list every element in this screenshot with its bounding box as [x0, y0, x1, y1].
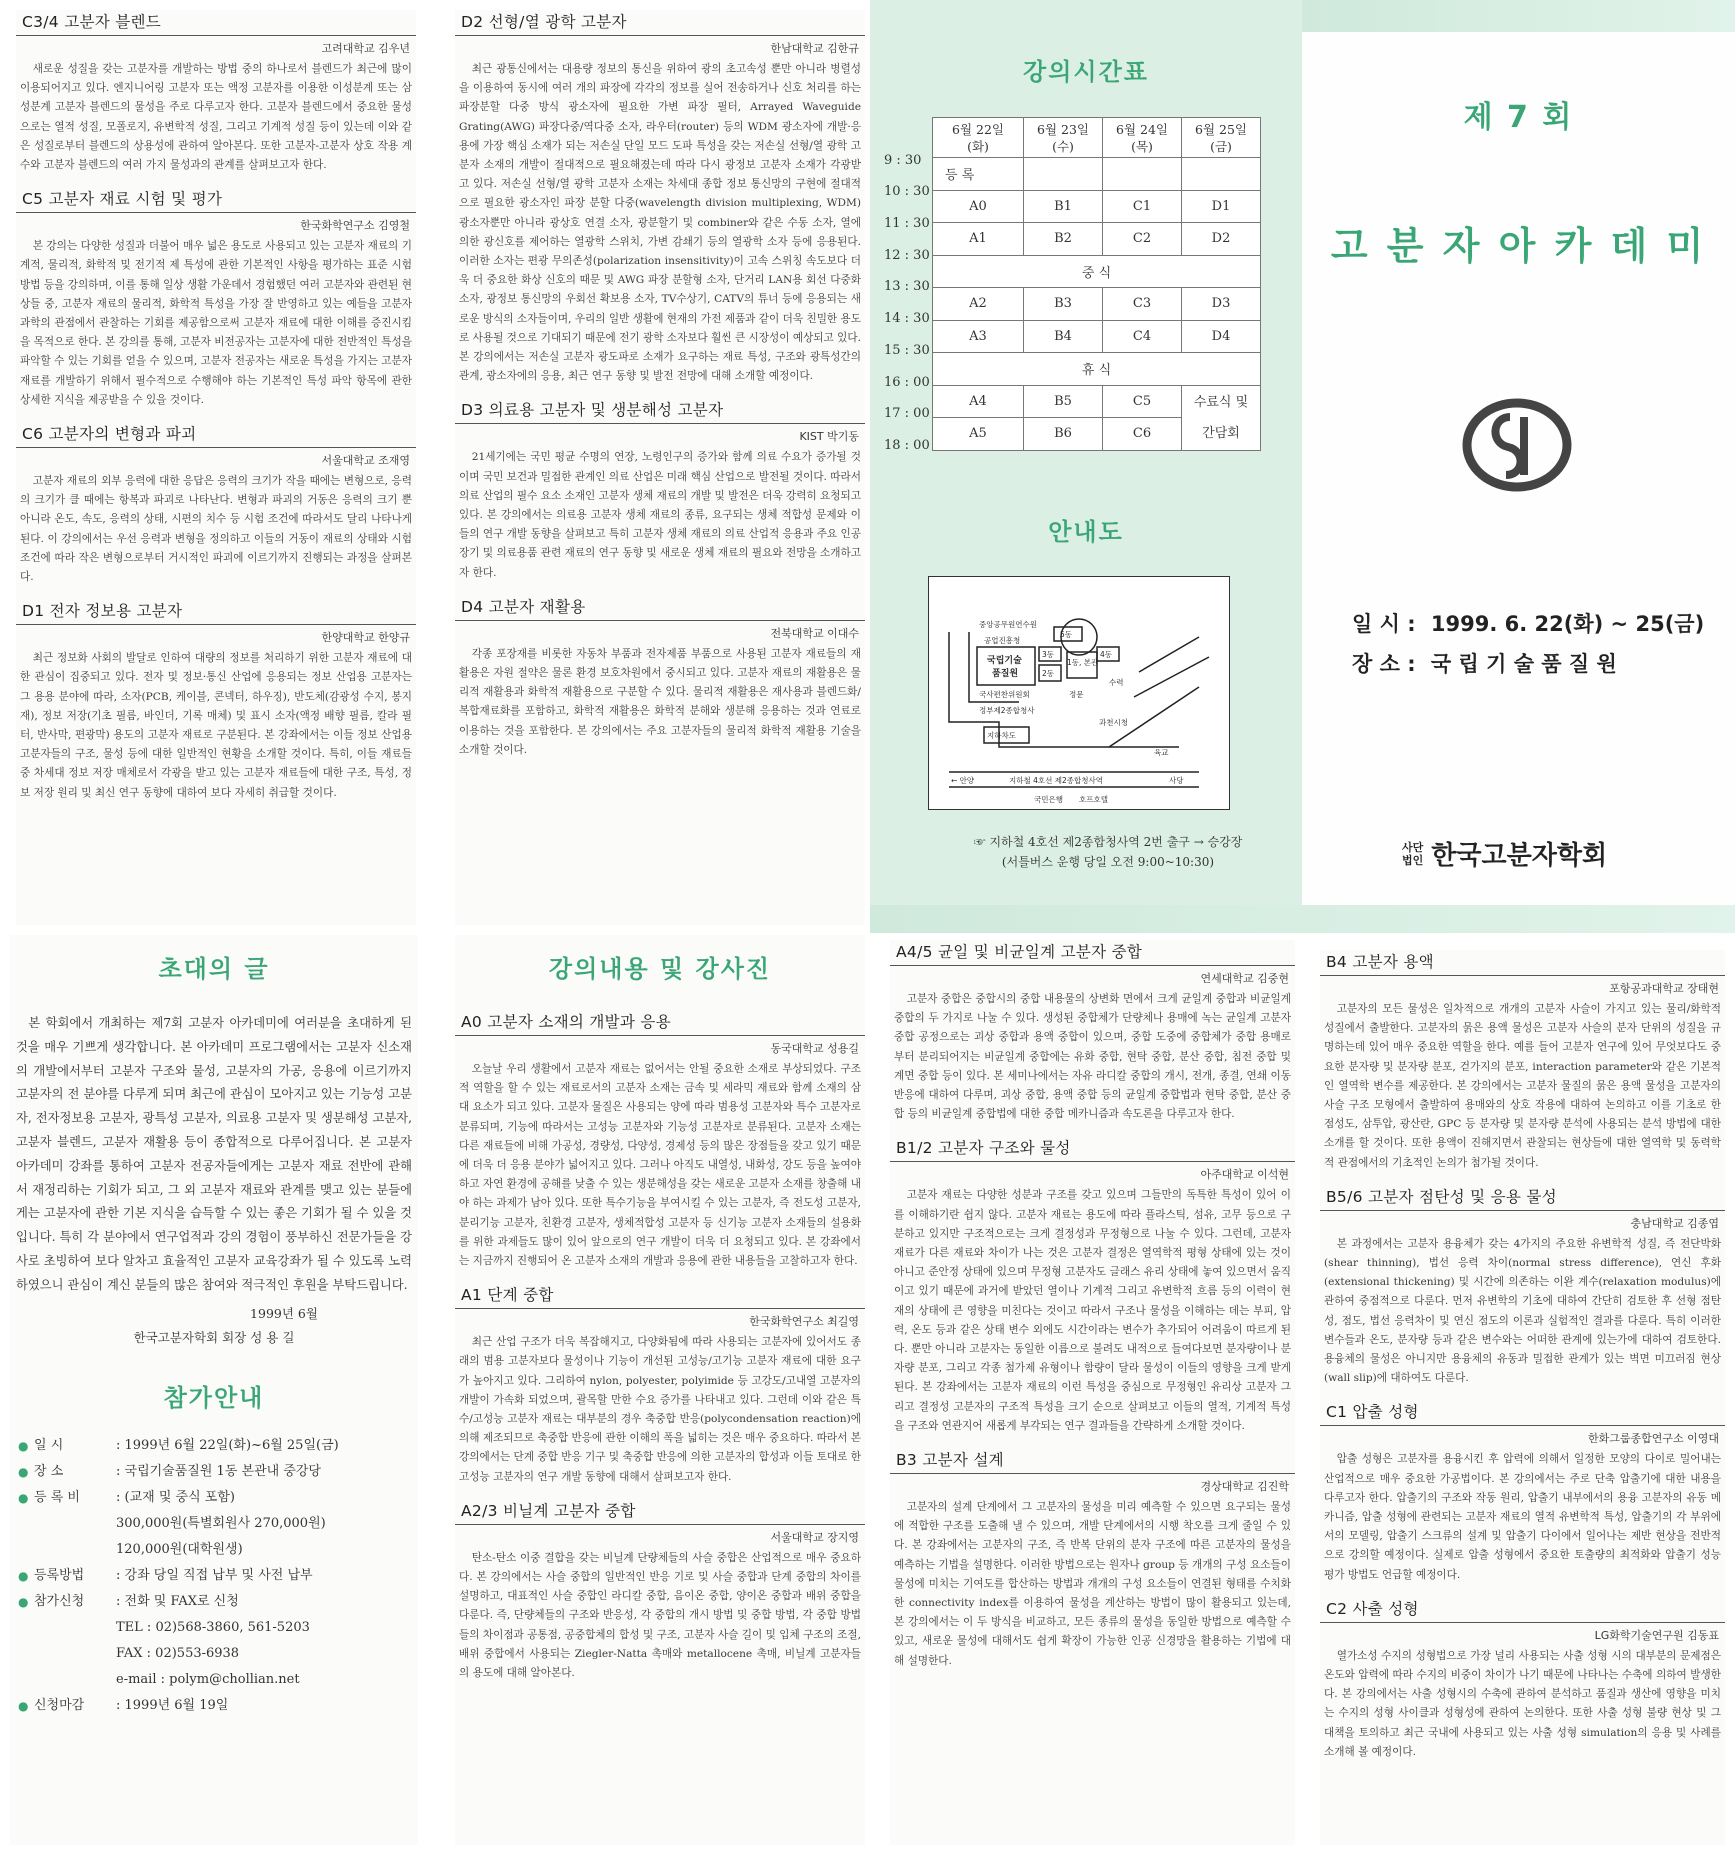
session-cell: C4: [1103, 320, 1182, 353]
section-title: D3 의료용 고분자 및 생분해성 고분자: [455, 398, 865, 424]
organizer: [1402, 835, 1607, 872]
map-label-bank: 국민은행: [1034, 795, 1063, 804]
bullet-icon: ●: [18, 1490, 29, 1505]
section-title: C6 고분자의 변형과 파괴: [16, 422, 416, 448]
section-body: 고분자 재료는 다양한 성분과 구조를 갖고 있으며 그들만의 독특한 특성이 있어 이를 이해하기란 쉽지 않다. 고분자 재료는 용도에 따라 플라스틱, 섬유, 고무 등으로 구분하고 있지만 구조적으로는 크게 결정성과 무정형으로 나눌 수 있다. 그런데, 고분자 재료가 다른 재료와 차이가 나는 것은 고분자 결정은 열역학적 평형 상태에 있는 것이 아니고 준안정 상태에 있으며 무정형 고분자도 글래스 유리 상태에 놓여 있으면서 움직이고 있기 때문에 과거에 받았던 열이나 기계적 그리고 유변학적 흐름 등의 이력이 현재의 상태에 큰 영향을 미친다는 것이고 따라서 구조나 물성을 이해하는 데는 부피, 압력, 온도 등과 같은 상태 변수 외에도 시간이라는 변수가 추가되어 어려움이 따르게 된다. 뿐만 아니라 고분자는 동일한 이름으로 불려도 내적으로 들여다보면 분자량이나 분자량 분포, 그리고 각종 첨가제 유형이나 함량이 달라 물성이 이들의 영향을 크게 받게 된다. 본 강좌에서는 고분자 재료의 이런 특성을 중심으로 무정형인 유리상 고분자 그리고 결정성 고분자의 구조적 특성을 크기 순으로 살펴보고 이들의 열적, 기계적 특성을 구조와 연관지어 새롭게 부각되는 연구 결과들을 간략하게 소개할 것이다.: [894, 1189, 1291, 1432]
map-label-station: 지하철 4호선 제2종합청사역: [1009, 776, 1104, 785]
invite-title: 초대의 글: [158, 955, 270, 983]
section-author: 한국화학연구소 김영철: [300, 219, 410, 233]
section-title: C5 고분자 재료 시험 및 평가: [16, 187, 416, 213]
map-label-water: 수력: [1109, 678, 1124, 687]
map-label-gov: 정부제2종합청사: [979, 706, 1035, 715]
map-note-line: (서틀버스 운행 당일 오전 9:00~10:30): [1001, 855, 1215, 869]
map-label-industry: 공업진흥청: [984, 636, 1021, 645]
session-cell: A3: [933, 320, 1024, 353]
info-row: ● 등 록 비 : (교재 및 중식 포함): [18, 1485, 418, 1511]
column-1: [16, 10, 416, 925]
info-row: ● 장 소 : 국립기술품질원 1동 본관내 중강당: [18, 1459, 418, 1485]
section-author: 경상대학교 김진학: [1200, 1480, 1289, 1494]
section-author: 서울대학교 조재영: [321, 454, 410, 468]
section-b3: [890, 1448, 1295, 1671]
time-label: 18 : 00: [884, 438, 930, 453]
session-cell: A0: [933, 190, 1024, 223]
section-title: B4 고분자 용액: [1320, 950, 1725, 976]
map-label-okgyo: 육교: [1154, 748, 1169, 757]
time-label: 15 : 30: [884, 343, 930, 358]
session-cell: C6: [1103, 418, 1182, 451]
invite-signature: 한국고분자학회 회장 성 용 길: [133, 1329, 295, 1345]
session-cell: D2: [1182, 223, 1261, 256]
section-author: LG화학기술연구원 김동표: [1594, 1628, 1719, 1642]
invite-body: 본 학회에서 개최하는 제7회 고분자 아카데미에 여러분을 초대하게 된 것을 매우 기쁘게 생각합니다. 본 아카데미 프로그램에서는 고분자 신소재의 개발에서부터 고분자 구조와 물성, 고분자의 가공, 응용에 이르기까지 고분자의 전 분야를 다루게 되며 최근에 관심이 모아지고 있는 기능성 고분자, 전자정보용 고분자, 광특성 고분자, 의료용 고분자 및 생분해성 고분자, 고분자 블렌드, 고분자 재활용 등이 종합적으로 다루어집니다. 본 고분자 아카데미 강좌를 통하여 고분자 전공자들에게는 고분자 재료 전반에 관해서 재정리하는 기회가 되고, 그 외 고분자 재료와 관계를 맺고 있는 분들에게는 고분자에 관한 기본 지식을 습득할 수 있는 좋은 기회가 될 수 있을 것입니다. 특히 각 분야에서 연구업적과 강의 경험이 풍부하신 전문가들을 강사로 초빙하여 보다 알차고 효율적인 고분자 교육강좌가 될 수 있도록 노력하였으니 관심이 계신 분들의 많은 참여와 적극적인 후원을 부탁드립니다.: [16, 1016, 412, 1292]
section-author: 연세대학교 김중현: [1200, 972, 1289, 985]
section-title: A0 고분자 소재의 개발과 응용: [455, 1010, 865, 1036]
bullet-icon: ●: [18, 1698, 29, 1713]
session-cell: A2: [933, 288, 1024, 321]
location-map: [928, 576, 1230, 810]
event-date-value: 1999. 6. 22(화) ~ 25(금): [1430, 612, 1705, 636]
info-row: ● 참가신청 : 전화 및 FAX로 신청: [18, 1589, 418, 1615]
column-6: [455, 935, 865, 1845]
section-author: 전북대학교 이대수: [770, 626, 859, 640]
section-author: 한양대학교 한양규: [321, 631, 410, 645]
section-title: D2 선형/열 광학 고분자: [455, 10, 865, 36]
section-d3: [455, 398, 865, 582]
info-row: ● 일 시 : 1999년 6월 22일(화)~6월 25일(금): [18, 1433, 418, 1459]
section-author: 포항공과대학교 장태현: [1609, 982, 1719, 995]
time-label: 14 : 30: [884, 311, 930, 326]
section-title: A1 단계 중합: [455, 1283, 865, 1309]
contact-tel: TEL : 02)568-3860, 561-5203: [116, 1619, 310, 1635]
map-label-kats: 품질원: [992, 669, 1019, 679]
session-cell: C5: [1103, 385, 1182, 418]
time-label: 13 : 30: [884, 279, 930, 294]
section-body: 압출 성형은 고분자를 용융시킨 후 압력에 의해서 일정한 모양의 다이로 밀어내는 산업적으로 매우 중요한 가공법이다. 본 강의에서는 주로 단축 압출기에 대한 내용을 다루고자 한다. 압출기의 구조와 작동 원리, 압출기 내부에서의 용융 고분자의 유동 메카니즘, 압출 성형에 관련되는 고분자 재료의 열적 유변학적 특성, 압출기의 각 부위에서의 모델링, 압출기 스크류의 설계 및 압출기 다이에서 일어나는 제반 현상을 전반적으로 강의할 예정이다. 실제로 압출 성형에서 중요한 토출량의 최적화와 압출기 성능 평가 방법도 언급할 예정이다.: [1324, 1453, 1721, 1581]
section-body: 오늘날 우리 생활에서 고분자 재료는 없어서는 안될 중요한 소재로 부상되었다. 구조적 역할을 할 수 있는 재료로서의 고분자 소재는 금속 및 세라믹 재료와 함께 소재의 삼대 요소가 되고 있다. 고분자 물질은 사용되는 양에 따라 범용성 고분자와 특수 고분자로 분류되며, 기능에 따라서는 고성능 고분자와 기능성 고분자로 분류된다. 고분자 소재는 다른 재료들에 비해 가공성, 경량성, 다양성, 경제성 등의 많은 장점들을 갖고 있기 때문에 더욱 더 응용 분야가 넓어지고 있다. 그러나 아직도 내열성, 내화성, 강도 등을 높여야 하고 자연 환경에 공해를 낮출 수 있는 생분해성을 갖는 새로운 고분자 소재를 창출해 내야 하는 과제가 남아 있다. 또한 특수기능을 부여시킬 수 있는 고분자, 즉 전도성 고분자, 분리기능 고분자, 친환경 고분자, 생체적합성 고분자 등 신기능 고분자 소재들의 설용화를 위한 과제들도 많이 있어 앞으로의 연구 개발이 더욱 더 요청되고 있다. 본 강좌에서는 지금까지 진행되어 온 고분자 소재의 개발과 응용에 관한 내용들을 고찰하고자 한다.: [459, 1063, 861, 1268]
section-title: A2/3 비닐계 고분자 중합: [455, 1499, 865, 1525]
fee-line: 300,000원(특별회원사 270,000원): [116, 1515, 326, 1531]
bullet-icon: ●: [18, 1438, 29, 1453]
timetable-row: [933, 385, 1261, 418]
bullet-icon: ●: [18, 1568, 29, 1583]
day-header: 6월 22일 (화): [933, 118, 1024, 158]
map-drawing: [929, 577, 1229, 809]
organizer-name: 한국고분자학회: [1431, 841, 1608, 871]
map-label-subway: 지하차도: [987, 731, 1016, 740]
timetable-row: [933, 223, 1261, 256]
section-d4: [455, 595, 865, 760]
time-label: 12 : 30: [884, 248, 930, 263]
session-cell: C1: [1103, 190, 1182, 223]
section-title: C3/4 고분자 블렌드: [16, 10, 416, 36]
section-title: A4/5 균일 및 비균일계 고분자 중합: [890, 940, 1295, 966]
day-header: 6월 25일 (금): [1182, 118, 1261, 158]
map-label-anyang: ← 안양: [951, 776, 975, 785]
section-author: 한국화학연구소 최길영: [749, 1315, 859, 1329]
session-cell: A1: [933, 223, 1024, 256]
academy-title: 고 분 자 아 카 데 미: [1330, 224, 1707, 268]
session-cell: B5: [1024, 385, 1103, 418]
session-cell: B1: [1024, 190, 1103, 223]
session-cell: B6: [1024, 418, 1103, 451]
timetable-row: [933, 320, 1261, 353]
day-header: 6월 24일 (목): [1103, 118, 1182, 158]
day-header: 6월 23일 (수): [1024, 118, 1103, 158]
section-c2: [1320, 1597, 1725, 1762]
column-5: [10, 935, 418, 1845]
section-body: 열가소성 수지의 성형법으로 가장 널리 사용되는 사출 성형 시의 대부분의 문제점은 온도와 압력에 따라 수지의 비중이 차이가 나기 때문에 나타나는 수축에 의하여 발생한다. 본 강의에서는 사출 성형시의 수축에 관하여 분석하고 품질과 생산에 영향을 미치는 수지의 성형 사이클과 성형성에 관하여 논의한다. 또한 사출 성형 불량 현상 및 그 대책을 토의하고 최근 국내에 사용되고 있는 사출 성형 simulation의 응용 및 사례를 소개해 볼 예정이다.: [1324, 1649, 1721, 1758]
timetable-header-row: [933, 118, 1261, 158]
map-label-b3: 3동: [1042, 650, 1055, 659]
map-label-hotel: 호프호텔: [1079, 795, 1108, 804]
session-cell: B4: [1024, 320, 1103, 353]
section-title: B3 고분자 설계: [890, 1448, 1295, 1474]
section-a2-3: [455, 1499, 865, 1683]
section-b4: [1320, 950, 1725, 1173]
bottom-top-strip: [870, 905, 1735, 933]
time-label: 10 : 30: [884, 184, 930, 199]
session-cell: D4: [1182, 320, 1261, 353]
time-label: 9 : 30: [884, 153, 922, 168]
society-logo: [1462, 395, 1572, 495]
timetable: [932, 117, 1261, 451]
column-8: [1320, 950, 1725, 1845]
info-title: 참가안내: [163, 1383, 265, 1412]
section-d1: [16, 599, 416, 803]
closing-cell: 수료식 및 간담회: [1182, 385, 1261, 450]
section-a1: [455, 1283, 865, 1487]
section-author: 서울대학교 장지영: [770, 1530, 859, 1544]
timetable-title: 강의시간표: [1023, 58, 1149, 86]
session-cell: B2: [1024, 223, 1103, 256]
contact-fax: FAX : 02)553-6938: [116, 1645, 240, 1661]
section-b5-6: [1320, 1185, 1725, 1389]
timetable-row: [933, 353, 1261, 386]
timetable-row: [933, 158, 1261, 191]
map-label-b2: 2동: [1042, 669, 1055, 678]
contact-email: e-mail : polym@chollian.net: [116, 1671, 300, 1687]
section-body: 고분자 중합은 중합시의 중합 내용물의 상변화 면에서 크게 균일계 중합과 비균일계 중합의 두 가지로 나눌 수 있다. 생성된 중합체가 단량체나 용매에 녹는 균일계 고분자 중합 공정으로는 괴상 중합과 용액 중합이 있으며, 중합 도중에 중합체가 중합 용매로부터 분리되어지는 비균일계 중합에는 유화 중합, 현탁 중합, 분산 중합, 침전 중합 및 계면 중합 등이 있다. 본 세미나에서는 자유 라디칼 중합의 개시, 전개, 종결, 연쇄 이동 반응에 대하여 다루며, 괴상 중합, 용액 중합 등의 균일계 중합법과 현탁 중합, 분산 중합 등의 비균일계 중합법에 대한 중합 메카니즘과 속도론을 다루고자 한다.: [894, 993, 1291, 1121]
section-c3-4: [16, 10, 416, 175]
map-label-sadang: 사당: [1169, 776, 1184, 785]
section-c6: [16, 422, 416, 587]
section-author: 아주대학교 이석현: [1200, 1168, 1289, 1182]
lunch-cell: 중 식: [933, 255, 1261, 288]
map-label-research: 중앙공무원연수원: [979, 620, 1037, 629]
map-label-court: 국사편찬위원회: [979, 690, 1030, 699]
info-row: ● 신청마감 : 1999년 6월 19일: [18, 1693, 418, 1719]
info-list: [10, 1433, 418, 1719]
section-author: KIST 박기동: [799, 430, 859, 444]
event-place-label: 장 소 :: [1352, 652, 1416, 676]
section-title: D4 고분자 재활용: [455, 595, 865, 621]
timetable-row: [933, 190, 1261, 223]
section-title: D1 전자 정보용 고분자: [16, 599, 416, 625]
timetable-row: [933, 255, 1261, 288]
map-label-b4: 4동: [1100, 650, 1113, 659]
section-body: 본 강의는 다양한 성질과 더불어 매우 넓은 용도로 사용되고 있는 고분자 재료의 기계적, 물리적, 화학적 및 전기적 제 특성에 관한 기본적인 사항을 평가하는 표준 시험 방법 등을 강의하며, 이를 통해 일상 생활 가운데서 경험했던 여러 고분자와 관련된 현상들 중, 고분자 재료의 물리적, 화학적 특성을 가장 잘 반영하고 있는 예들을 고분자 과학의 관점에서 관찰하는 기회를 제공함으로써 고분자 재료에 대한 이해를 증진시킴을 목적으로 한다. 본 강의를 통해, 고분자 비전공자는 고분자에 대한 전반적인 특성을 파악할 수 있는 기회를 얻을 수 있으며, 고분자 전공자는 새로운 특성을 가지는 고분자 재료를 개발하기 위해서 필수적으로 수행해야 하는 기본적인 특성 파악 항목에 관한 상세한 지식을 제공받을 수 있을 것이다.: [20, 240, 412, 406]
organizer-prefix: 사단 법인: [1402, 840, 1424, 867]
cover-top-strip: [1302, 0, 1735, 32]
section-author: 충남대학교 김종엽: [1630, 1216, 1719, 1230]
info-row: ● 등록방법 : 강좌 당일 직접 납부 및 사전 납부: [18, 1563, 418, 1589]
map-title: 안내도: [1048, 518, 1124, 546]
section-b1-2: [890, 1136, 1295, 1436]
bullet-icon: ●: [18, 1594, 29, 1609]
session-cell: B3: [1024, 288, 1103, 321]
section-body: 새로운 성질을 갖는 고분자를 개발하는 방법 중의 하나로서 블렌드가 최근에 많이 이용되어지고 있다. 엔지니어링 고분자 또는 액정 고분자를 이용한 이성분계 또는 삼성분계 고분자 블렌드의 물성을 주로 다루고자 한다. 고분자 블렌드에서 중요한 물성으로는 열적 성질, 모폴로지, 유변학적 성질, 그리고 기계적 성질 등이 있는데 이와 같은 성질로부터 블렌드의 상용성에 관하여 알아본다. 또한 고분자-고분자 상호 작용 계수와 고분자 블렌드의 여러 가지 물성과의 관계를 살펴보고자 한다.: [20, 63, 412, 172]
session-cell: A5: [933, 418, 1024, 451]
section-title: C1 압출 성형: [1320, 1400, 1725, 1426]
section-title: C2 사출 성형: [1320, 1597, 1725, 1623]
timetable-row: [933, 288, 1261, 321]
section-body: 탄소-탄소 이중 결합을 갖는 비닐계 단량체들의 사슬 중합은 산업적으로 매우 중요하다. 본 강의에서는 사슬 중합의 일반적인 반응 기로 및 사슬 중합과 단계 중합의 차이를 설명하고, 대표적인 사슬 중합인 라디칼 중합, 음이온 중합, 양이온 중합과 배위 중합을 다룬다. 즉, 단량체들의 구조와 반응성, 각 중합의 개시 방법 및 중합 방법, 각 중합 방법들의 차이점과 공통점, 공중합체의 합성 및 구조, 고분자 사슬 길이 및 입체 구조의 조절, 배위 중합에서 사용되는 Ziegler-Natta 촉매와 metallocene 촉매, 비닐계 고분자들의 용도에 대해 알아본다.: [459, 1551, 861, 1680]
section-body: 고분자의 설계 단계에서 그 고분자의 물성을 미리 예측할 수 있으면 요구되는 물성에 적합한 구조를 도출해 낼 수 있으며, 개발 단계에서의 시행 착오를 크게 줄일 수 있다. 본 강좌에서는 고분자의 구조, 즉 반복 단위의 분자 구조에 따른 고분자의 물성을 예측하는 기법을 설명한다. 이러한 방법으로는 원자나 group 등 개개의 구성 요소들이 물성에 미치는 기여도를 합산하는 방법과 개개의 구성 요소들이 연결된 형태를 수치화한 connectivity index를 이용하여 물성을 계산하는 방법이 많이 활용되고 있는데, 본 강의에서는 이 두 방식을 비교하고, 모든 종류의 물성을 동일한 방법으로 예측할 수 있고, 새로운 물성에 대해서도 쉽게 확장이 가능한 인공 신경망을 활용하는 기법에 대해 설명한다.: [894, 1501, 1291, 1667]
session-cell: D1: [1182, 190, 1261, 223]
session-cell: D3: [1182, 288, 1261, 321]
map-label-gate: 정문: [1069, 690, 1084, 699]
session-cell: A4: [933, 385, 1024, 418]
lectures-title: 강의내용 및 강사진: [548, 955, 772, 983]
section-author: 한화그룹종합연구소 이영대: [1587, 1432, 1719, 1446]
section-a4-5: [890, 940, 1295, 1124]
section-body: 21세기에는 국민 평균 수명의 연장, 노령인구의 증가와 함께 의료 수요가 증가될 것이며 국민 보건과 밀접한 관계인 의료 산업은 미래 핵심 산업으로 발전될 것이다. 따라서 의료 산업의 필수 요소 소재인 고분자 생체 재료의 개발 및 발전은 더욱 강력히 요청되고 있다. 본 강의에서는 의료용 고분자 생체 재료의 종류, 요구되는 생체 적합성 문제와 이들의 연구 개발 동향을 살펴보고 특히 고분자 생체 재료의 의료 산업적 응용과 주요 인공 장기 및 의료용품 관련 재료의 연구 동향 및 새로운 생체 재료의 필요와 전망을 소개하고자 한다.: [459, 451, 861, 579]
section-body: 고분자의 모든 물성은 일차적으로 개개의 고분자 사슬이 가지고 있는 물리/화학적 성질에서 출발한다. 고분자의 묽은 용액 물성은 고분자 사슬의 분자 단위의 성질을 규명하는데 있어 매우 중요한 역할을 한다. 예를 들어 고분자 연구에 있어 무엇보다도 중요한 분자량 및 분자량 분포, 걷가지의 분포, interaction parameter와 같은 기본적인 열역학 변수를 제공한다. 본 강의에서는 고분자 물질의 묽은 용액 물성을 고분자의 사슬 구조 모형에서 출발하여 용매와의 상호 작용에 대하여 논의하고 이를 기초로 한 점성도, 삼투압, 광산란, GPC 등 분자량 및 분자량 분석에 사용되는 분석 방법에 대한 소개를 할 것이다. 또한 용액이 진해지면서 관찰되는 현상들에 대한 열역학 및 동력학적 관점에서의 기초적인 논의가 첨가될 것이다.: [1324, 1003, 1721, 1169]
map-label-b5: 5동: [1060, 630, 1073, 639]
invite-date: 1999년 6월: [250, 1305, 318, 1321]
section-a0: [455, 1010, 865, 1271]
time-label: 16 : 00: [884, 375, 930, 390]
section-body: 본 과정에서는 고분자 용융체가 갖는 4가지의 주요한 유변학적 성질, 즉 전단박화(shear thinning), 법선 응력 차이(normal stress difference), 연신 후화(extensional thickening) 및 시간에 의존하는 이완 계수(relaxation modulus)에 관하여 중점적으로 다룬다. 먼저 유변학의 기초에 대하여 간단히 검토한 후 선형 점탄성, 점도, 법선 응력차이 및 연신 점도의 이론과 실험적인 결과를 다룬다. 특히 이러한 변수들과 온도, 분자량 등과 같은 변수와는 어떠한 관계에 있는가에 대하여 검토한다. 용융체의 물성은 아니지만 용융체의 유동과 밀접한 관계가 있는 벽면 미끄러짐 현상(wall slip)에 대하여도 다룬다.: [1324, 1237, 1721, 1385]
section-body: 각종 포장재를 비롯한 자동차 부품과 전자제품 부품으로 사용된 고분자 재료들의 재활용은 자원 절약은 물론 환경 보호차원에서 중시되고 있다. 고분자 재료의 재활용은 물리적 재활용과 화학적 재활용으로 구분할 수 있다. 물리적 재활용은 재사용과 블렌드화/복합재료화를 포함하고, 화학적 재활용은 화학적 분해와 생분해 응용하는 것과 연료로 이용하는 것을 포함한다. 본 강의에서는 주요 고분자들의 물리적 화학적 재활용 기술을 소개할 것이다.: [459, 647, 861, 756]
session-cell: C3: [1103, 288, 1182, 321]
map-label-city: 과천시청: [1099, 718, 1128, 727]
column-2: [455, 10, 865, 925]
bullet-icon: ●: [18, 1464, 29, 1479]
event-date-label: 일 시 :: [1352, 612, 1416, 636]
map-note-line: ☞ 지하철 4호선 제2종합청사역 2번 출구 → 승강장: [973, 835, 1243, 849]
session-cell: C2: [1103, 223, 1182, 256]
section-body: 최근 광통신에서는 대용량 정보의 통신을 위하여 광의 초고속성 뿐만 아니라 병렬성을 이용하여 동시에 여러 개의 파장에 각각의 정보를 실어 전송하거나 신호 처리를 하는 파장분할 다중 방식 광소자에 필요한 가변 파장 필터, Arrayed Waveguide Grating(AWG) 파장다중/역다중 소자, 라우터(router) 등의 WDM 광소자에 개발·응용에 가장 핵심 소재가 되는 저손실 단일 모드 도파 특성을 갖는 저손실 선형/열 광학 고분자 소재의 개발이 절대적으로 필요해졌는데 따라 다시 광정보 고분자 소재가 각광받고 있다. 저손실 선형/열 광학 고분자 소재는 차세대 종합 정보 통신망의 구현에 절대적으로 필요한 광소자인 파장 분할 다중(wavelength division multiplexing, WDM) 광소자뿐만 아니라 광상호 연결 소자, 광분할기 및 combiner와 같은 수동 소자, 열에 의한 광신호를 제어하는 열광학 스위치, 가변 감쇄기 등의 열광학 소자 등에 응용된다. 이러한 소자는 편광 무의존성(polarization insensitivity)이 고속 스위칭 속도보다 더욱 더 중요한 화상 신호의 때문 및 AWG 파장 분할형 소자, 단거리 LAN용 회선 다중화 소자, 광정보 통신망의 우회선 확보용 소자, TV수상기, CATV의 튜너 등에 응용되는 새로운 방식의 소자들이며, 우리의 일반 생활에 현재의 가전 제품과 같이 더욱 친밀한 용도로 사용될 것으로 기대되기 때문에 전기 광학 소자보다 훨씬 큰 시장성이 예상되고 있다. 본 강의에서는 저손실 고분자 광도파로 소재가 요구하는 재료 특성, 구조와 광특성간의 관계, 광소자에의 응용, 최근 연구 동향 및 발전 전망에 대해 소개할 예정이다.: [459, 63, 861, 383]
column-7: [890, 940, 1295, 1845]
registration-cell: 등 록: [933, 158, 1024, 191]
logo-icon: [1462, 395, 1572, 495]
section-title: B1/2 고분자 구조와 물성: [890, 1136, 1295, 1162]
break-cell: 휴 식: [933, 353, 1261, 386]
section-body: 고분자 재료의 외부 응력에 대한 응답은 응력의 크기가 작을 때에는 변형으로, 응력의 크기가 클 때에는 항복과 파괴로 나타난다. 변형과 파괴의 거동은 응력의 크기 뿐 아니라 온도, 속도, 응력의 상태, 시편의 치수 등 시험 조건에 따라서도 달리 나타나게 된다. 이 강의에서는 우선 응력과 변형을 정의하고 이들의 거동이 재료의 상태와 시험 조건에 따라 작은 변형으로부터 거시적인 파괴에 이르기까지 진행되는 과정을 살펴본다.: [20, 475, 412, 584]
section-author: 한남대학교 김한규: [770, 42, 859, 55]
event-place: [1352, 648, 1617, 678]
map-label-b1: 1동, 본관: [1067, 658, 1099, 667]
section-c1: [1320, 1400, 1725, 1584]
section-c5: [16, 187, 416, 410]
schedule-map-panel: [870, 0, 1302, 920]
time-label: 17 : 00: [884, 406, 930, 421]
event-date: [1352, 608, 1704, 638]
section-body: 최근 산업 구조가 더욱 복잡해지고, 다양화됨에 따라 사용되는 고분자에 있어서도 종래의 범용 고분자보다 물성이나 기능이 개선된 고성능/고기능 고분자 재료에 대한 요구가 높아지고 있다. 그리하여 nylon, polyester, polyimide 등 고강도/고내열 고분자의 개발이 가속화 되었으며, 괄목할 만한 수요 증가를 나타내고 있다. 그런데 이와 같은 특수/고성능 고분자 재료는 대부분의 경우 축중합 반응(polycondensation reaction)에 의해 제조되므로 축중합 반응에 관한 이해의 폭을 넓히는 것은 매우 중요하다. 따라서 본 강의에서는 단계 중합 반응 기구 및 축중합 반응에 의한 고분자의 합성과 이들 토대로 한 고성능 고분자의 연구 개발 동향에 대해서 살펴보고자 한다.: [459, 1336, 861, 1483]
fee-line: 120,000원(대학원생): [116, 1541, 243, 1557]
cover-panel: [1302, 0, 1735, 920]
time-label: 11 : 30: [884, 216, 930, 231]
map-label-kats: 국립기술: [987, 656, 1022, 666]
edition-label: 제 7 회: [1463, 100, 1574, 135]
event-place-value: 국 립 기 술 품 질 원: [1430, 652, 1617, 676]
map-note: [928, 832, 1288, 872]
section-author: 고려대학교 김우년: [321, 42, 410, 55]
section-d2: [455, 10, 865, 386]
section-author: 동국대학교 성용길: [770, 1042, 859, 1055]
section-body: 최근 정보화 사회의 발달로 인하여 대량의 정보를 처리하기 위한 고분자 재료에 대한 관심이 집중되고 있다. 전자 및 정보·통신 산업에 응용되는 정보 산업용 고분자는 그 용용 분야에 따라, 소자(PCB, 케이블, 콘넥터, 하우징), 반도체(감광성 수지, 봉지재), 정보 저장(기초 필름, 바인더, 기록 매체) 및 표시 소자(액정 배향 필름, 칼라 필터, 반사막, 편광막) 용도의 고분자 재료로 구분된다. 본 강좌에서는 이들 정보 산업용 고분자들의 구조, 물성 등에 대한 일반적인 현황을 소개할 것이다. 특히, 이들 재료들 중 차세대 정보 저장 매체로서 각광을 받고 있는 고분자 재료들에 대한 구조, 특성, 정보 저장 원리 및 최신 연구 동향에 대하여 보다 자세히 취급할 것이다.: [20, 652, 412, 799]
section-title: B5/6 고분자 점탄성 및 응용 물성: [1320, 1185, 1725, 1211]
